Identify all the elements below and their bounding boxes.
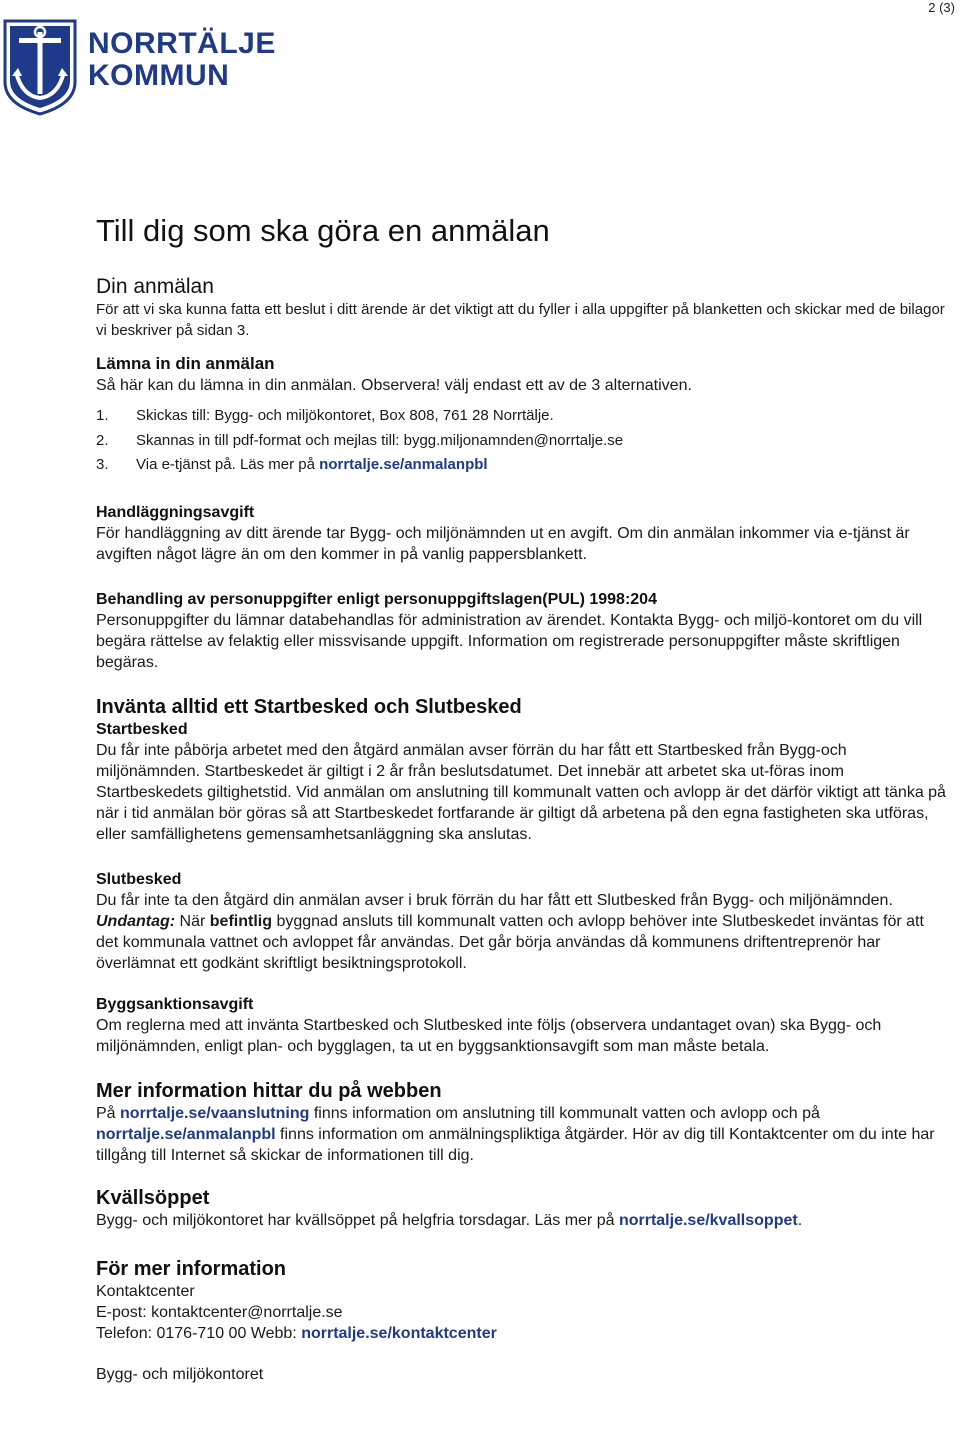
invanta-heading: Invänta alltid ett Startbesked och Slutbesked bbox=[96, 695, 522, 718]
contact-phone-web: Telefon: 0176-710 00 Webb: norrtalje.se/kontaktcenter bbox=[96, 1324, 497, 1342]
mer-info-heading: Mer information hittar du på webben bbox=[96, 1079, 442, 1102]
startbesked-heading: Startbesked bbox=[96, 720, 188, 738]
alternatives-list bbox=[96, 404, 946, 478]
pul-heading: Behandling av personuppgifter enligt personuppgiftslagen(PUL) 1998:204 bbox=[96, 590, 657, 608]
sanktion-heading: Byggsanktionsavgift bbox=[96, 995, 254, 1013]
kvall-text: Bygg- och miljökontoret har kvällsöppet på helgfria torsdagar. Läs mer på norrtalje.se/kvallsoppet. bbox=[96, 1211, 803, 1229]
list-item: 2. Skannas in till pdf-format och mejlas till: bygg.miljonamnden@norrtalje.se bbox=[96, 431, 624, 449]
din-anmalan-text: För att vi ska kunna fatta ett beslut i ditt ärende är det viktigt att du fyller i alla uppgifter på blanketten och skickar med de bilagor vi beskriver på sidan 3. bbox=[96, 301, 945, 339]
contact-line-1: Kontaktcenter bbox=[96, 1282, 195, 1300]
undantag-label: Undantag: bbox=[96, 912, 176, 930]
din-anmalan-heading: Din anmälan bbox=[96, 275, 214, 298]
document-body bbox=[96, 208, 946, 1385]
kontaktcenter-link[interactable]: norrtalje.se/kontaktcenter bbox=[301, 1324, 497, 1342]
logo-line-1: NORRTÄLJE bbox=[88, 27, 276, 60]
for-mer-heading: För mer information bbox=[96, 1257, 287, 1280]
slutbesked-heading: Slutbesked bbox=[96, 870, 182, 888]
list-item: 1. Skickas till: Bygg- och miljökontoret, Box 808, 761 28 Norrtälje. bbox=[96, 407, 554, 424]
lamna-heading: Lämna in din anmälan bbox=[96, 354, 275, 373]
lamna-text: Så här kan du lämna in din anmälan. Observera! välj endast ett av de 3 alternativen. bbox=[96, 377, 692, 394]
contact-email: E-post: kontaktcenter@norrtalje.se bbox=[96, 1303, 343, 1321]
vaanslutning-link[interactable]: norrtalje.se/vaanslutning bbox=[120, 1104, 310, 1122]
anmalanpbl-link-2[interactable]: norrtalje.se/anmalanpbl bbox=[96, 1125, 276, 1143]
kvallsoppet-link[interactable]: norrtalje.se/kvallsoppet bbox=[618, 1211, 798, 1229]
slutbesked-text: Du får inte ta den åtgärd din anmälan avser i bruk förrän du har fått ett Slutbesked från Bygg- och miljönämnden. Undantag: När befintlig byggnad ansluts till kommunalt vatten och avlopp behöver inte Slutbeskedet inväntas för att det kommunala vattnet och avloppet får användas. Det går börja användas då kommunens driftentreprenör har överlämnat ett godkänt skriftligt besiktningsprotokoll. bbox=[96, 891, 924, 972]
logo-line-2: KOMMUN bbox=[88, 59, 230, 92]
anchor-shield-icon bbox=[2, 18, 78, 116]
list-item: 3. Via e-tjänst på. Läs mer på norrtalje.se/anmalanpbl bbox=[96, 456, 488, 473]
contact-line-4: Bygg- och miljökontoret bbox=[96, 1365, 264, 1383]
page-title: Till dig som ska göra en anmälan bbox=[96, 213, 550, 248]
page-number: 2 (3) bbox=[928, 0, 955, 15]
avgift-heading: Handläggningsavgift bbox=[96, 503, 255, 521]
befintlig-label: befintlig bbox=[209, 912, 272, 930]
kvall-heading: Kvällsöppet bbox=[96, 1186, 210, 1209]
mer-info-text: På norrtalje.se/vaanslutning finns information om anslutning till kommunalt vatten och avlopp och på norrtalje.se/anmalanpbl finns information om anmälningspliktiga åtgärder. Hör av dig till Kontaktcenter om du inte har tillgång till Internet så skickar de informationen till dig. bbox=[96, 1104, 935, 1164]
sanktion-text: Om reglerna med att invänta Startbesked och Slutbesked inte följs (observera undantaget ovan) ska Bygg- och miljönämnden, enligt plan- och bygglagen, ta ut en byggsanktionsavgift som man måste betala. bbox=[96, 1016, 882, 1055]
pul-text: Personuppgifter du lämnar databehandlas för administration av ärendet. Kontakta Bygg- och miljö-kontoret om du vill begära rättelse av felaktig eller missvisande uppgift. Information om registrerade personuppgifter måste skriftligen begäras. bbox=[96, 611, 923, 671]
norrtalje-logo bbox=[2, 18, 276, 116]
startbesked-text: Du får inte påbörja arbetet med den åtgärd anmälan avser förrän du har fått ett Startbesked från Bygg-och miljönämnden. Startbeskedet är giltigt i 2 år från beslutsdatumet. Det innebär att arbetet ska ut-föras inom Startbeskedets giltighetstid. Vid anmälan om anslutning till kommunalt vatten och avlopp är det därför viktigt att tänka på när i tid anmälan bör göras så att Startbeskedet fortfarande är giltigt då arbetena på den egna fastigheten ska utföras, eller samfällighetens gemensamhetsanläggning ska anslutas. bbox=[96, 741, 946, 843]
avgift-text: För handläggning av ditt ärende tar Bygg- och miljönämnden ut en avgift. Om din anmälan inkommer via e-tjänst är avgiften något lägre än om den kommer in på vanlig pappersblankett. bbox=[96, 524, 910, 563]
anmalanpbl-link[interactable]: norrtalje.se/anmalanpbl bbox=[319, 456, 488, 473]
